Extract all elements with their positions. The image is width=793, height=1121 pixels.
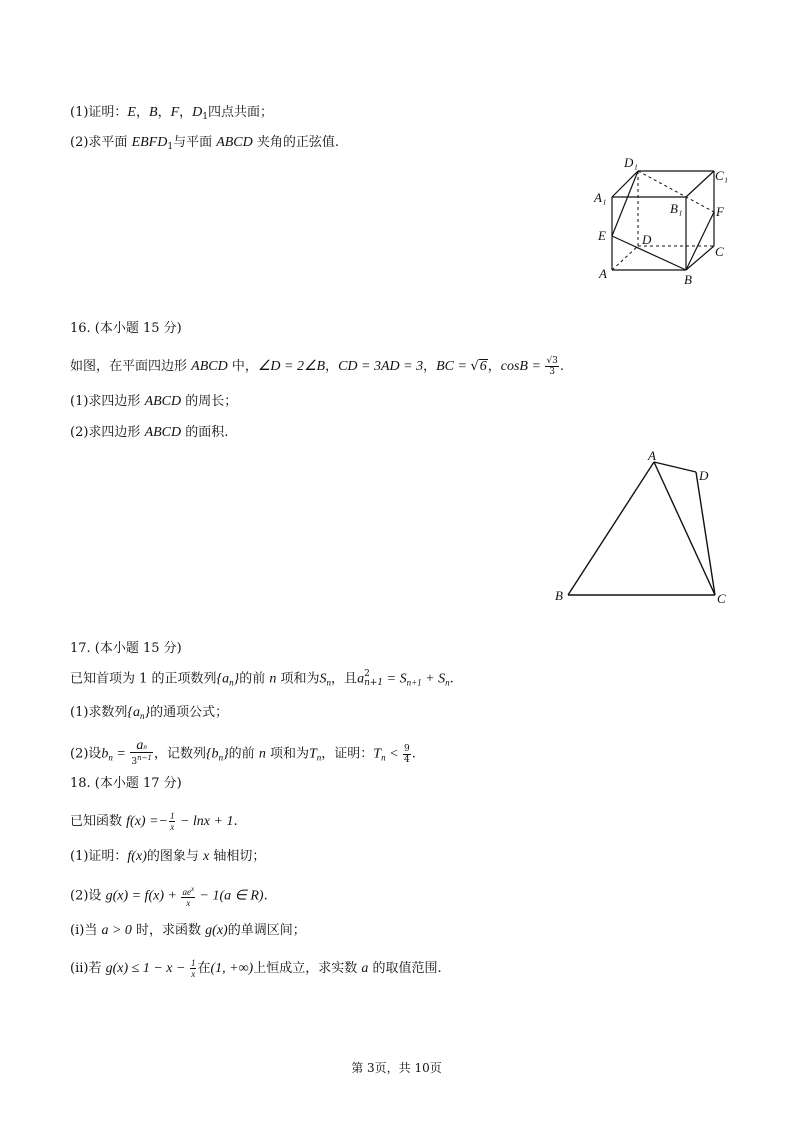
q15-part1 <box>70 104 273 126</box>
label-c: C <box>717 591 726 606</box>
label-a1: A₁ <box>594 190 607 205</box>
subscript-n: n <box>108 752 113 763</box>
sup-sub-stack <box>364 670 383 688</box>
var-n: n <box>258 746 266 762</box>
q18-stem-text1: 已知函数 <box>70 814 127 829</box>
subscript-n: n <box>229 677 234 688</box>
fraction-9-4 <box>403 744 411 765</box>
sequence-an: {a <box>127 705 141 720</box>
point-b: B <box>149 105 158 120</box>
period: . <box>263 888 268 904</box>
q18-stem <box>70 811 238 832</box>
label-a: A <box>648 448 656 463</box>
q18-part-ii <box>70 958 442 979</box>
q17-part1 <box>70 704 228 725</box>
quad-abcd: ABCD <box>144 394 182 409</box>
numerator: 9 <box>404 743 410 754</box>
subscript-n: n <box>140 711 145 721</box>
q16-part1-suffix: 的周长； <box>181 394 238 409</box>
subscript-n: n <box>316 752 322 763</box>
numerator: 1 <box>190 958 196 968</box>
q18-part2 <box>70 884 268 908</box>
denominator: x <box>170 822 175 832</box>
q17-part1-suffix: 的通项公式； <box>150 705 229 720</box>
q18-part1-mid: 的图象与 <box>146 849 203 864</box>
fraction-aex-x <box>181 884 195 908</box>
q15-part2-suffix: 夹角的正弦值. <box>252 135 340 150</box>
q18-part-ii-suffix: 的取值范围. <box>368 961 442 976</box>
subscript-n: n <box>381 752 386 763</box>
subscript-n1: n+1 <box>364 678 384 688</box>
q18-part1-prefix: (1)证明： <box>70 849 128 864</box>
q18-part-i-text1: 当 <box>84 923 102 938</box>
brace-close: } <box>144 705 151 720</box>
interval: (1, +∞) <box>210 961 254 976</box>
function-rest: − lnx + 1 <box>176 814 234 829</box>
radicand-six: 6 <box>479 359 487 374</box>
q18-part-i-suffix: 的单调区间； <box>227 923 306 938</box>
fraction-1-x <box>169 811 176 832</box>
brace-close: } <box>223 746 229 762</box>
equals: = <box>112 746 130 762</box>
q16-part1-prefix: (1)求四边形 <box>70 394 145 409</box>
numerator <box>181 884 195 898</box>
label-c: C <box>715 244 724 259</box>
q16-part2-prefix: (2)求四边形 <box>70 425 145 440</box>
sep: ， <box>325 359 339 374</box>
q18-part-i-prefix: (i) <box>70 923 85 938</box>
period: . <box>233 814 238 829</box>
q18-part2-prefix: (2)设 <box>70 888 106 904</box>
side-ab <box>568 462 654 595</box>
q17-header: 17. (本小题 15 分) <box>70 641 182 656</box>
sqrt-symbol: √ <box>470 359 479 374</box>
numerator <box>130 738 153 753</box>
label-b: B <box>684 272 692 287</box>
denominator <box>130 753 153 767</box>
fraction-1-x <box>190 958 197 979</box>
label-f: F <box>716 204 724 219</box>
condition-a-positive: a > 0 <box>101 923 132 938</box>
function-g: g(x) = f(x) + <box>105 888 181 904</box>
label-b1: B₁ <box>670 201 683 216</box>
q15-part2-mid: 与平面 <box>173 135 217 150</box>
num-sub-n: n <box>143 743 147 751</box>
subscript-n: n <box>326 677 332 688</box>
function-f: f(x) =− <box>126 814 168 829</box>
den-3: 3 <box>131 757 138 767</box>
side-cd <box>696 472 715 595</box>
numerator: 1 <box>169 811 175 821</box>
label-d: D <box>699 468 709 483</box>
plane-abcd: ABCD <box>216 135 253 150</box>
condition-cd: CD = 3AD = 3 <box>338 359 424 374</box>
q18-part-ii-prefix: (ii) <box>70 961 89 976</box>
quad-abcd: ABCD <box>191 359 228 374</box>
function-gx: g(x) <box>205 923 228 938</box>
sep: ， <box>179 105 193 120</box>
subscript-n: n <box>218 752 224 763</box>
subscript-n1: n+1 <box>406 677 422 688</box>
label-d: D <box>642 232 652 247</box>
sequence-an: {a <box>216 671 230 687</box>
label-d1: D₁ <box>624 155 638 170</box>
q17-part2-text1: ，记数列 <box>153 746 206 762</box>
num-ae: ae <box>182 887 191 897</box>
var-n: n <box>269 671 277 687</box>
edge-a1d1 <box>612 171 638 197</box>
plane-ebfd1: EBFD <box>131 135 168 150</box>
q17-part2-text2: 的前 <box>228 746 259 762</box>
edge-ed1 <box>612 171 638 236</box>
var-b: b <box>101 746 109 762</box>
plus-s: + S <box>421 671 446 687</box>
q18-part1-suffix: 轴相切； <box>209 849 266 864</box>
q17-stem-text4: ，且 <box>331 671 358 687</box>
edge-cb <box>686 246 714 270</box>
q16-header: 16. (本小题 15 分) <box>70 321 182 336</box>
hidden-edge-ad <box>612 246 638 270</box>
sep: ， <box>157 105 171 120</box>
q17-stem <box>70 670 454 692</box>
var-x: x <box>203 849 210 864</box>
subscript: 1 <box>202 112 209 122</box>
superscript-2: 2 <box>364 669 370 679</box>
function-g-rest: − 1(a ∈ R) <box>196 888 264 904</box>
denominator: x <box>186 898 191 908</box>
subscript-n: n <box>445 677 450 688</box>
numerator: √3 <box>546 356 558 366</box>
condition-cosb: cosB = <box>500 359 545 374</box>
point-f: F <box>170 105 180 120</box>
label-e: E <box>598 228 606 243</box>
cube-figure <box>590 150 740 290</box>
fraction-cosb <box>545 356 558 377</box>
denominator: x <box>191 969 196 979</box>
q18-part-i-text2: 时，求函数 <box>131 923 206 938</box>
sequence-bn: {b <box>205 746 219 762</box>
inequality: g(x) ≤ 1 − x − <box>105 961 189 976</box>
exponent-x: x <box>190 885 195 893</box>
period: . <box>449 671 454 687</box>
q18-part-ii-text2: 在 <box>197 961 211 976</box>
period: . <box>559 359 565 374</box>
q15-part2 <box>70 134 339 156</box>
var-a: a <box>357 671 365 687</box>
var-a: a <box>361 961 369 976</box>
var-t: T <box>373 746 382 762</box>
sep: ， <box>487 359 501 374</box>
subscript: 1 <box>167 142 174 152</box>
q17-part2-prefix: (2)设 <box>70 746 102 762</box>
q15-part1-prefix: (1)证明： <box>70 105 128 120</box>
condition-angle: ∠D = 2∠B <box>257 359 326 374</box>
den-exponent: n−1 <box>137 754 152 762</box>
sep: ， <box>423 359 437 374</box>
less-than: < <box>385 746 403 762</box>
fraction-bn <box>130 738 153 767</box>
point-d1: D <box>192 105 203 120</box>
var-t: T <box>308 746 317 762</box>
q18-part-ii-text1: 若 <box>88 961 106 976</box>
q15-part1-suffix: 四点共面； <box>208 105 274 120</box>
q17-part2 <box>70 738 416 767</box>
q17-stem-text2: 的前 <box>239 671 270 687</box>
q16-part2 <box>70 424 228 442</box>
edge-c1b1 <box>686 171 714 197</box>
var-s: S <box>319 671 327 687</box>
label-c1: C₁ <box>715 168 729 183</box>
q18-header: 18. (本小题 17 分) <box>70 776 182 791</box>
q18-part1 <box>70 848 265 866</box>
num-a: a <box>136 738 144 753</box>
label-b: B <box>555 588 563 603</box>
q16-part1 <box>70 393 237 411</box>
period: . <box>411 746 416 762</box>
equals-s: = S <box>383 671 407 687</box>
q16-stem-text2: 中， <box>227 359 258 374</box>
q17-part1-prefix: (1)求数列 <box>70 705 128 720</box>
q16-stem <box>70 356 564 377</box>
q16-part2-suffix: 的面积. <box>181 425 229 440</box>
page-footer: 第 3页，共 10页 <box>351 1061 442 1075</box>
point-e: E <box>127 105 136 120</box>
condition-bc: BC = <box>436 359 471 374</box>
q18-part-ii-text3: 上恒成立，求实数 <box>253 961 362 976</box>
edge-bf <box>686 212 714 270</box>
side-da <box>654 462 696 472</box>
function-fx: f(x) <box>127 849 147 864</box>
q17-stem-text1: 已知首项为 1 的正项数列 <box>70 671 217 687</box>
q17-part2-text4: ，证明： <box>321 746 374 762</box>
denominator: 4 <box>404 754 410 765</box>
denominator: 3 <box>549 367 556 377</box>
q17-stem-text3: 项和为 <box>276 671 320 687</box>
q16-stem-text1: 如图，在平面四边形 <box>70 359 192 374</box>
label-a: A <box>599 266 607 281</box>
q18-part-i <box>70 922 306 940</box>
q15-part2-prefix: (2)求平面 <box>70 135 132 150</box>
brace-close: } <box>233 671 240 687</box>
q17-part2-text3: 项和为 <box>265 746 309 762</box>
quad-abcd: ABCD <box>144 425 182 440</box>
quadrilateral-figure <box>550 445 740 610</box>
sep: ， <box>135 105 149 120</box>
